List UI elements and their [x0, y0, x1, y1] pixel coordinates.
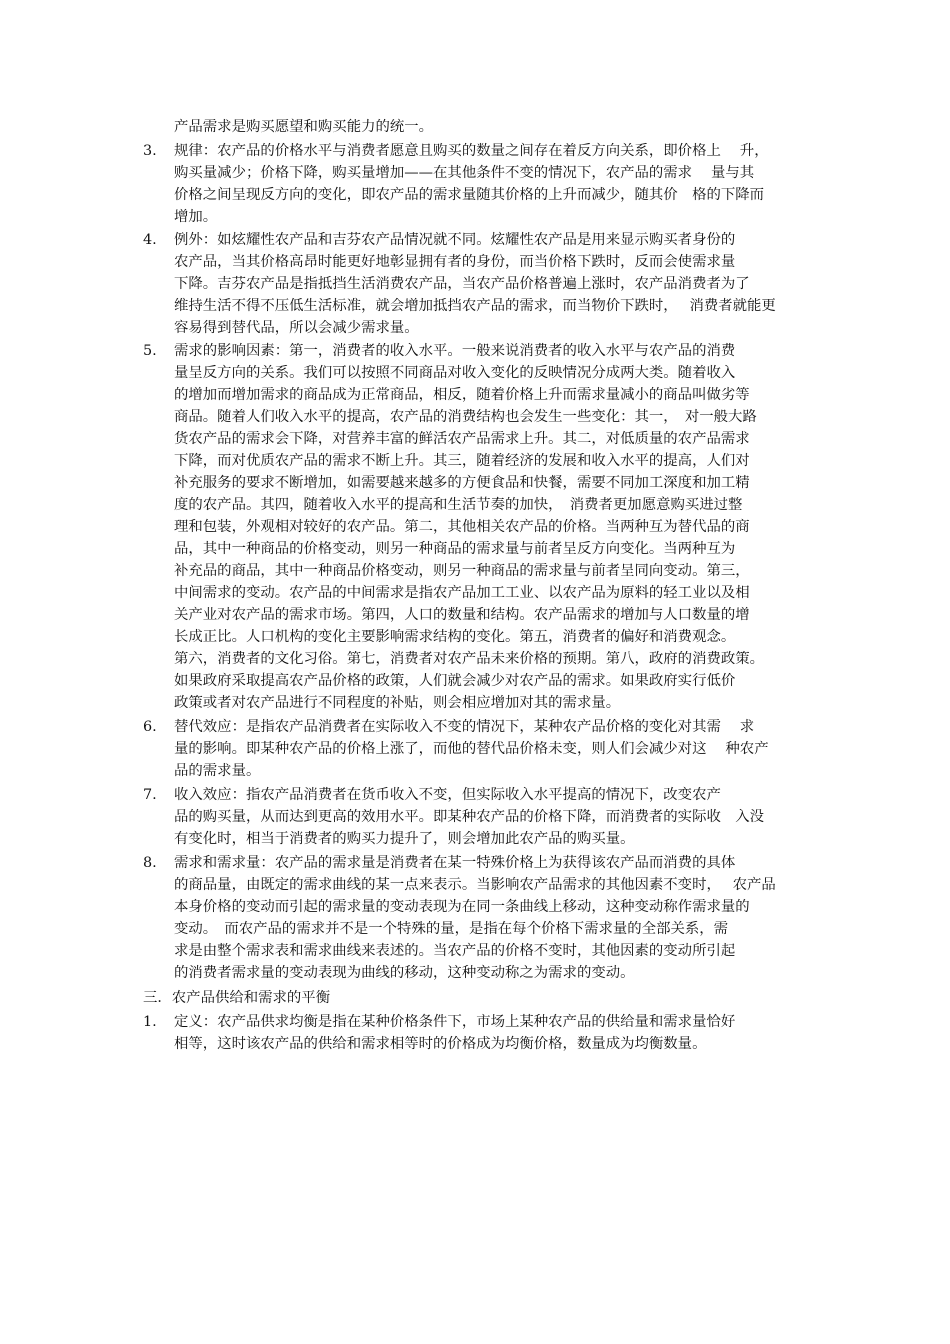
intro-line: 产品需求是购买愿望和购买能力的统一。 [174, 119, 434, 135]
item-5-line-5: 货农产品的需求会下降，对营养丰富的鲜活农产品需求上升。其二，对低质量的农产品需求 [174, 431, 750, 447]
item-6-line-2: 量的影响。即某种农产品的价格上涨了，而他的替代品价格未变，则人们会减少对这 种农产 [174, 741, 769, 757]
item-5-line-2: 量呈反方向的关系。我们可以按照不同商品对收入变化的反映情况分成两大类。随着收入 [174, 365, 736, 381]
item-8-line-2: 的商品量，由既定的需求曲线的某一点来表示。当影响农产品需求的其他因素不变时， 农产品 [174, 877, 776, 893]
item-6-line-3: 品的需求量。 [174, 763, 261, 779]
item-5-line-4: 商品。随着人们收入水平的提高，农产品的消费结构也会发生一些变化：其一， 对一般大路 [174, 409, 757, 425]
item-5-line-17: 政策或者对农产品进行不同程度的补贴，则会相应增加对其的需求量。 [174, 695, 621, 711]
item-5-line-7: 补充服务的要求不断增加，如需要越来越多的方便食品和快餐，需要不同加工深度和加工精 [174, 475, 750, 491]
item-8-line-6: 的消费者需求量的变动表现为曲线的移动，这种变动称之为需求的变动。 [174, 965, 635, 981]
item-5-line-13: 关产业对农产品的需求市场。第四，人口的数量和结构。农产品需求的增加与人口数量的增 [174, 607, 750, 623]
item-number: 5. [143, 343, 157, 359]
item-number: 6. [143, 719, 157, 735]
section-heading: 三．农产品供给和需求的平衡 [143, 990, 331, 1006]
item-7-line-1: 收入效应：指农产品消费者在货币收入不变，但实际收入水平提高的情况下，改变农产 [174, 787, 721, 803]
item-8-line-5: 求是由整个需求表和需求曲线来表述的。当农产品的价格不变时，其他因素的变动所引起 [174, 943, 736, 959]
item-5-line-6: 下降，而对优质农产品的需求不断上升。其三，随着经济的发展和收入水平的提高，人们对 [174, 453, 750, 469]
item-5-line-8: 度的农产品。其四，随着收入水平的提高和生活节奏的加快， 消费者更加愿意购买进过整 [174, 497, 743, 513]
item-3-line-1: 规律：农产品的价格水平与消费者愿意且购买的数量之间存在着反方向关系，即价格上 升， [174, 143, 769, 159]
item-5-line-16: 如果政府采取提高农产品价格的政策，人们就会减少对农产品的需求。如果政府实行低价 [174, 673, 736, 689]
item-3-line-2: 购买量减少；价格下降，购买量增加——在其他条件不变的情况下，农产品的需求 量与其 [174, 165, 755, 181]
item-8-line-4: 变动。 而农产品的需求并不是一个特殊的量，是指在每个价格下需求量的全部关系，需 [174, 921, 729, 937]
item-number: 3. [143, 143, 157, 159]
item-5-line-9: 理和包装，外观相对较好的农产品。第二，其他相关农产品的价格。当两种互为替代品的商 [174, 519, 750, 535]
item-5-line-3: 的增加而增加需求的商品成为正常商品，相反，随着价格上升而需求量减小的商品叫做劣等 [174, 387, 750, 403]
item-4-line-2: 农产品，当其价格高昂时能更好地彰显拥有者的身份，而当价格下跌时，反而会使需求量 [174, 254, 736, 270]
item-number: 8. [143, 855, 157, 871]
item-number: 7. [143, 787, 157, 803]
item-4-line-5: 容易得到替代品，所以会减少需求量。 [174, 320, 419, 336]
section-item-1-line-1: 定义：农产品供求均衡是指在某种价格条件下，市场上某种农产品的供给量和需求量恰好 [174, 1014, 736, 1030]
item-5-line-12: 中间需求的变动。农产品的中间需求是指农产品加工工业、以农产品为原料的轻工业以及相 [174, 585, 750, 601]
item-8-line-3: 本身价格的变动而引起的需求量的变动表现为在同一条曲线上移动，这种变动称作需求量的 [174, 899, 750, 915]
item-5-line-11: 补充品的商品，其中一种商品价格变动，则另一种商品的需求量与前者呈同向变动。第三， [174, 563, 750, 579]
item-4-line-4: 维持生活不得不压低生活标准，就会增加抵挡农产品的需求，而当物价下跌时， 消费者就能更 [174, 298, 776, 314]
item-number: 1. [143, 1014, 157, 1030]
item-5-line-14: 长成正比。人口机构的变化主要影响需求结构的变化。第五，消费者的偏好和消费观念。 [174, 629, 736, 645]
item-number: 4. [143, 232, 157, 248]
item-7-line-3: 有变化时，相当于消费者的购买力提升了，则会增加此农产品的购买量。 [174, 831, 635, 847]
item-4-line-1: 例外：如炫耀性农产品和吉芬农产品情况就不同。炫耀性农产品是用来显示购买者身份的 [174, 232, 736, 248]
item-5-line-1: 需求的影响因素：第一，消费者的收入水平。一般来说消费者的收入水平与农产品的消费 [174, 343, 736, 359]
item-8-line-1: 需求和需求量：农产品的需求量是消费者在某一特殊价格上为获得该农产品而消费的具体 [174, 855, 736, 871]
section-item-1-line-2: 相等，这时该农产品的供给和需求相等时的价格成为均衡价格，数量成为均衡数量。 [174, 1036, 707, 1052]
item-5-line-15: 第六，消费者的文化习俗。第七，消费者对农产品未来价格的预期。第八，政府的消费政策。 [174, 651, 765, 667]
item-7-line-2: 品的购买量，从而达到更高的效用水平。即某种农产品的价格下降，而消费者的实际收 入没 [174, 809, 765, 825]
item-4-line-3: 下降。吉芬农产品是指抵挡生活消费农产品，当农产品价格普遍上涨时，农产品消费者为了 [174, 276, 750, 292]
item-6-line-1: 替代效应：是指农产品消费者在实际收入不变的情况下，某种农产品价格的变化对其需 求 [174, 719, 755, 735]
item-3-line-3: 价格之间呈现反方向的变化，即农产品的需求量随其价格的上升而减少，随其价 格的下降而 [174, 187, 765, 203]
item-5-line-10: 品，其中一种商品的价格变动，则另一种商品的需求量与前者呈反方向变化。当两种互为 [174, 541, 736, 557]
item-3-line-4: 增加。 [174, 209, 218, 225]
